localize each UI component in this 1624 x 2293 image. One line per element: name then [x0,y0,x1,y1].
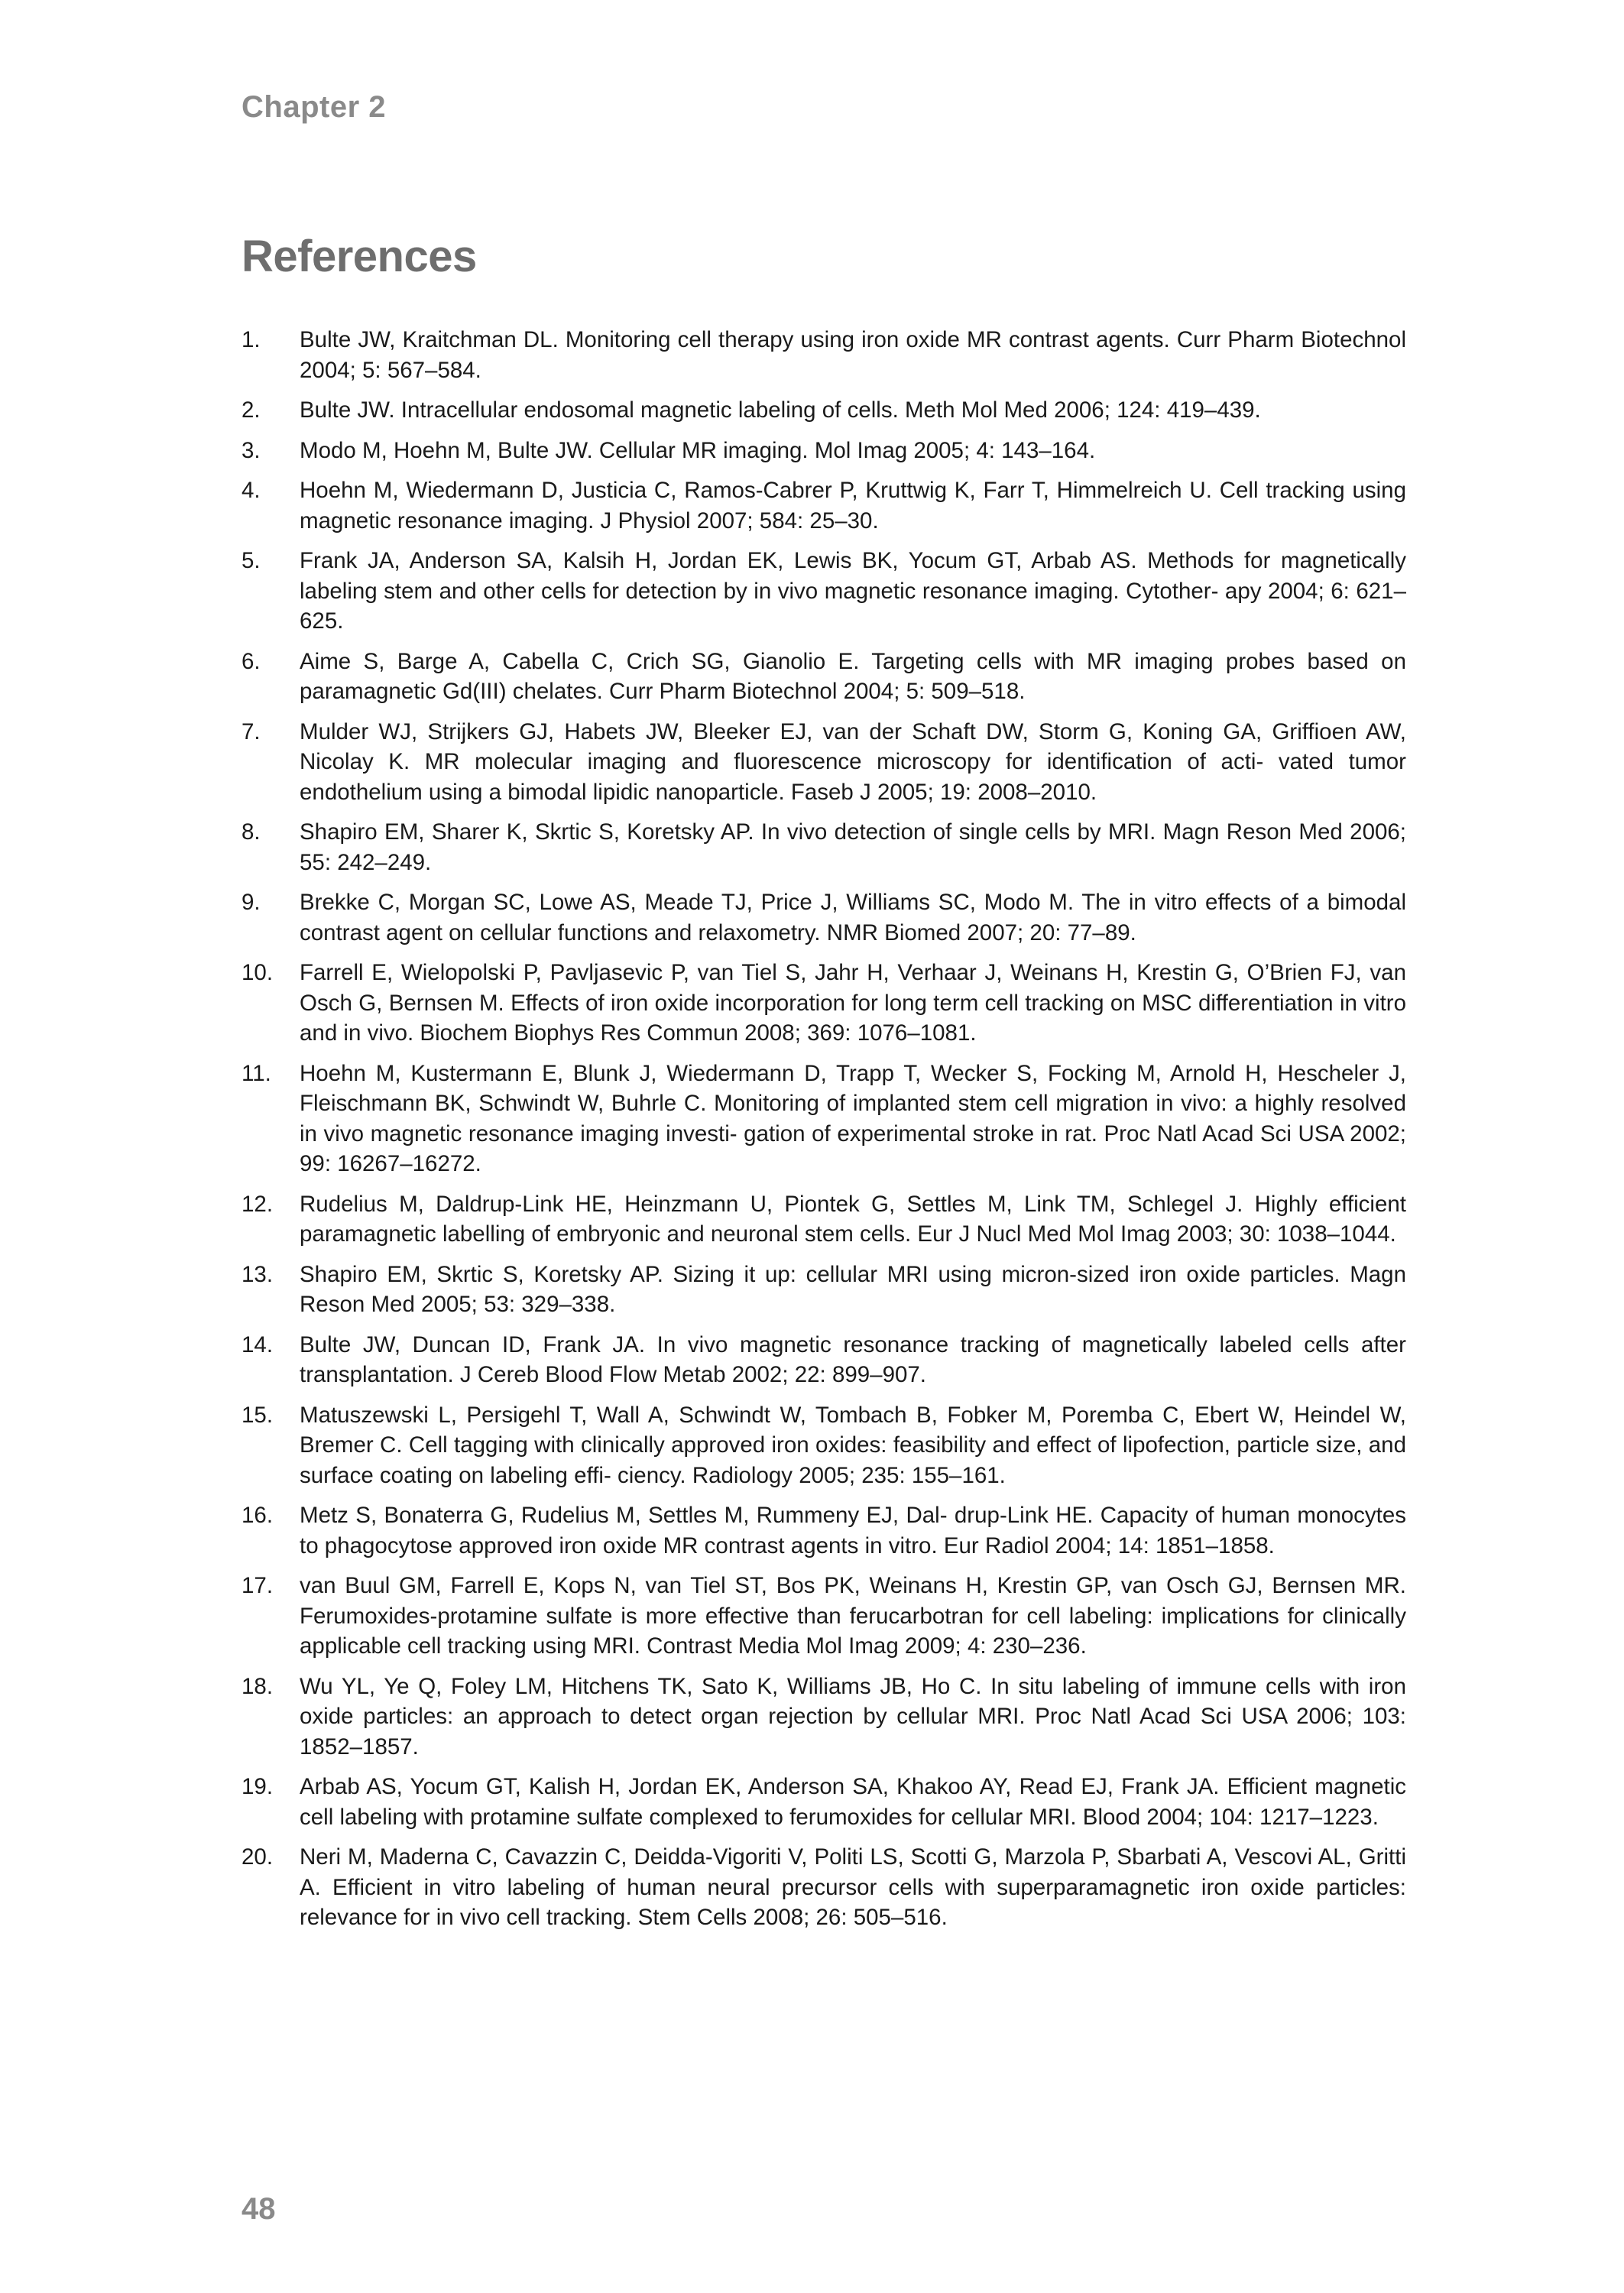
reference-item [241,436,1406,466]
reference-text: Brekke C, Morgan SC, Lowe AS, Meade TJ, Price J, Williams SC, Modo M. The in vitro effects of a bimodal contrast agent on cellular functions and relaxometry. NMR Biomed 2007; 20: 77–89. [300,890,1406,945]
reference-text: Rudelius M, Daldrup-Link HE, Heinzmann U, Piontek G, Settles M, Link TM, Schlegel J. Highly efficient paramagnetic labelling of embryonic and neuronal stem cells. Eur J Nucl Med Mol Imag 2003; 30: 1038–1044. [300,1191,1406,1247]
reference-text: Matuszewski L, Persigehl T, Wall A, Schwindt W, Tombach B, Fobker M, Poremba C, Ebert W, Heindel W, Bremer C. Cell tagging with clinically approved iron oxides: feasibility and effect of lipofection, particle size, and surface coating on labeling effi- ciency. Radiology 2005; 235: 155–161. [300,1402,1406,1488]
reference-text: Arbab AS, Yocum GT, Kalish H, Jordan EK, Anderson SA, Khakoo AY, Read EJ, Frank JA. Efficient magnetic cell labeling with protamine sulfate complexed to ferumoxides for cellular MRI. Blood 2004; 104: 1217–1223. [300,1774,1406,1830]
reference-text: Bulte JW. Intracellular endosomal magnetic labeling of cells. Meth Mol Med 2006; 124: 419–439. [300,397,1261,423]
reference-text: Neri M, Maderna C, Cavazzin C, Deidda-Vigoriti V, Politi LS, Scotti G, Marzola P, Sbarbati A, Vescovi AL, Gritti A. Efficient in vitro labeling of human neural precursor cells with superparamagnetic iron oxide particles: relevance for in vivo cell tracking. Stem Cells 2008; 26: 505–516. [300,1844,1406,1930]
reference-number: 14. [241,1331,274,1357]
reference-number: 15. [241,1402,274,1428]
reference-item [241,1330,1406,1390]
page-number: 48 [241,2192,276,2226]
reference-text: Farrell E, Wielopolski P, Pavljasevic P, van Tiel S, Jahr H, Verhaar J, Weinans H, Krestin G, O’Brien FJ, van Osch G, Bernsen M. Effects of iron oxide incorporation for long term cell tracking on MSC differentiation in vitro and in vivo. Biochem Biophys Res Commun 2008; 369: 1076–1081. [300,960,1406,1046]
reference-text: van Buul GM, Farrell E, Kops N, van Tiel ST, Bos PK, Weinans H, Krestin GP, van Osch GJ, Bernsen MR. Ferumoxides-protamine sulfate is more effective than ferucarbotran for cell labeling: implications for clinically applicable cell tracking using MRI. Contrast Media Mol Imag 2009; 4: 230–236. [300,1573,1406,1659]
reference-item [241,475,1406,536]
reference-number: 3. [241,437,261,463]
reference-number: 8. [241,819,261,845]
reference-number: 5. [241,548,261,573]
reference-text: Mulder WJ, Strijkers GJ, Habets JW, Bleeker EJ, van der Schaft DW, Storm G, Koning GA, Griffioen AW, Nicolay K. MR molecular imaging and fluorescence microscopy for identification of acti- vated tumor endothelium using a bimodal lipidic nanoparticle. Faseb J 2005; 19: 2008–2010. [300,718,1406,805]
reference-number: 1. [241,327,261,352]
reference-item [241,1842,1406,1933]
reference-number: 10. [241,960,274,985]
reference-text: Modo M, Hoehn M, Bulte JW. Cellular MR imaging. Mol Imag 2005; 4: 143–164. [300,437,1096,463]
reference-number: 12. [241,1191,274,1217]
reference-number: 11. [241,1060,271,1086]
reference-list [241,325,1406,1943]
reference-item [241,647,1406,707]
reference-item [241,1571,1406,1662]
reference-text: Frank JA, Anderson SA, Kalsih H, Jordan EK, Lewis BK, Yocum GT, Arbab AS. Methods for magnetically labeling stem and other cells for detection by in vivo magnetic resonance imaging. Cytother- apy 2004; 6: 621–625. [300,548,1406,634]
reference-text: Metz S, Bonaterra G, Rudelius M, Settles M, Rummeny EJ, Dal- drup-Link HE. Capacity of human monocytes to phagocytose approved iron oxide MR contrast agents in vitro. Eur Radiol 2004; 14: 1851–1858. [300,1503,1406,1558]
reference-text: Bulte JW, Duncan ID, Frank JA. In vivo magnetic resonance tracking of magnetically labeled cells after transplantation. J Cereb Blood Flow Metab 2002; 22: 899–907. [300,1331,1406,1387]
reference-text: Wu YL, Ye Q, Foley LM, Hitchens TK, Sato K, Williams JB, Ho C. In situ labeling of immune cells with iron oxide particles: an approach to detect organ rejection by cellular MRI. Proc Natl Acad Sci USA 2006; 103: 1852–1857. [300,1673,1406,1759]
reference-number: 18. [241,1673,274,1699]
reference-text: Shapiro EM, Skrtic S, Koretsky AP. Sizing it up: cellular MRI using micron-sized iron oxide particles. Magn Reson Med 2005; 53: 329–338. [300,1261,1406,1317]
reference-number: 19. [241,1774,274,1799]
reference-item [241,817,1406,877]
reference-text: Shapiro EM, Sharer K, Skrtic S, Koretsky AP. In vivo detection of single cells by MRI. Magn Reson Med 2006; 55: 242–249. [300,819,1406,875]
reference-item [241,1189,1406,1250]
reference-text: Hoehn M, Kustermann E, Blunk J, Wiedermann D, Trapp T, Wecker S, Focking M, Arnold H, Hescheler J, Fleischmann BK, Schwindt W, Buhrle C. Monitoring of implanted stem cell migration in vivo: a highly resolved in vivo magnetic resonance imaging investi- gation of experimental stroke in rat. Proc Natl Acad Sci USA 2002; 99: 16267–16272. [300,1060,1406,1176]
reference-item [241,958,1406,1049]
reference-text: Hoehn M, Wiedermann D, Justicia C, Ramos-Cabrer P, Kruttwig K, Farr T, Himmelreich U. Cell tracking using magnetic resonance imaging. J Physiol 2007; 584: 25–30. [300,478,1406,534]
reference-item [241,1400,1406,1491]
reference-number: 7. [241,718,261,744]
reference-item [241,325,1406,385]
reference-item [241,1260,1406,1320]
reference-number: 17. [241,1573,274,1598]
reference-item [241,887,1406,948]
reference-item [241,395,1406,426]
reference-number: 16. [241,1503,274,1528]
reference-item [241,1059,1406,1179]
reference-number: 2. [241,397,261,423]
page-title: References [241,232,477,281]
reference-text: Bulte JW, Kraitchman DL. Monitoring cell therapy using iron oxide MR contrast agents. Curr Pharm Biotechnol 2004; 5: 567–584. [300,327,1406,383]
reference-item [241,1772,1406,1832]
reference-number: 13. [241,1261,274,1287]
reference-number: 4. [241,478,261,503]
reference-text: Aime S, Barge A, Cabella C, Crich SG, Gianolio E. Targeting cells with MR imaging probes based on paramagnetic Gd(III) chelates. Curr Pharm Biotechnol 2004; 5: 509–518. [300,648,1406,704]
reference-item [241,1672,1406,1763]
reference-number: 9. [241,890,261,915]
chapter-label: Chapter 2 [241,90,386,124]
reference-item [241,717,1406,808]
reference-item [241,1500,1406,1561]
reference-number: 6. [241,648,261,674]
reference-number: 20. [241,1844,274,1870]
reference-item [241,546,1406,637]
